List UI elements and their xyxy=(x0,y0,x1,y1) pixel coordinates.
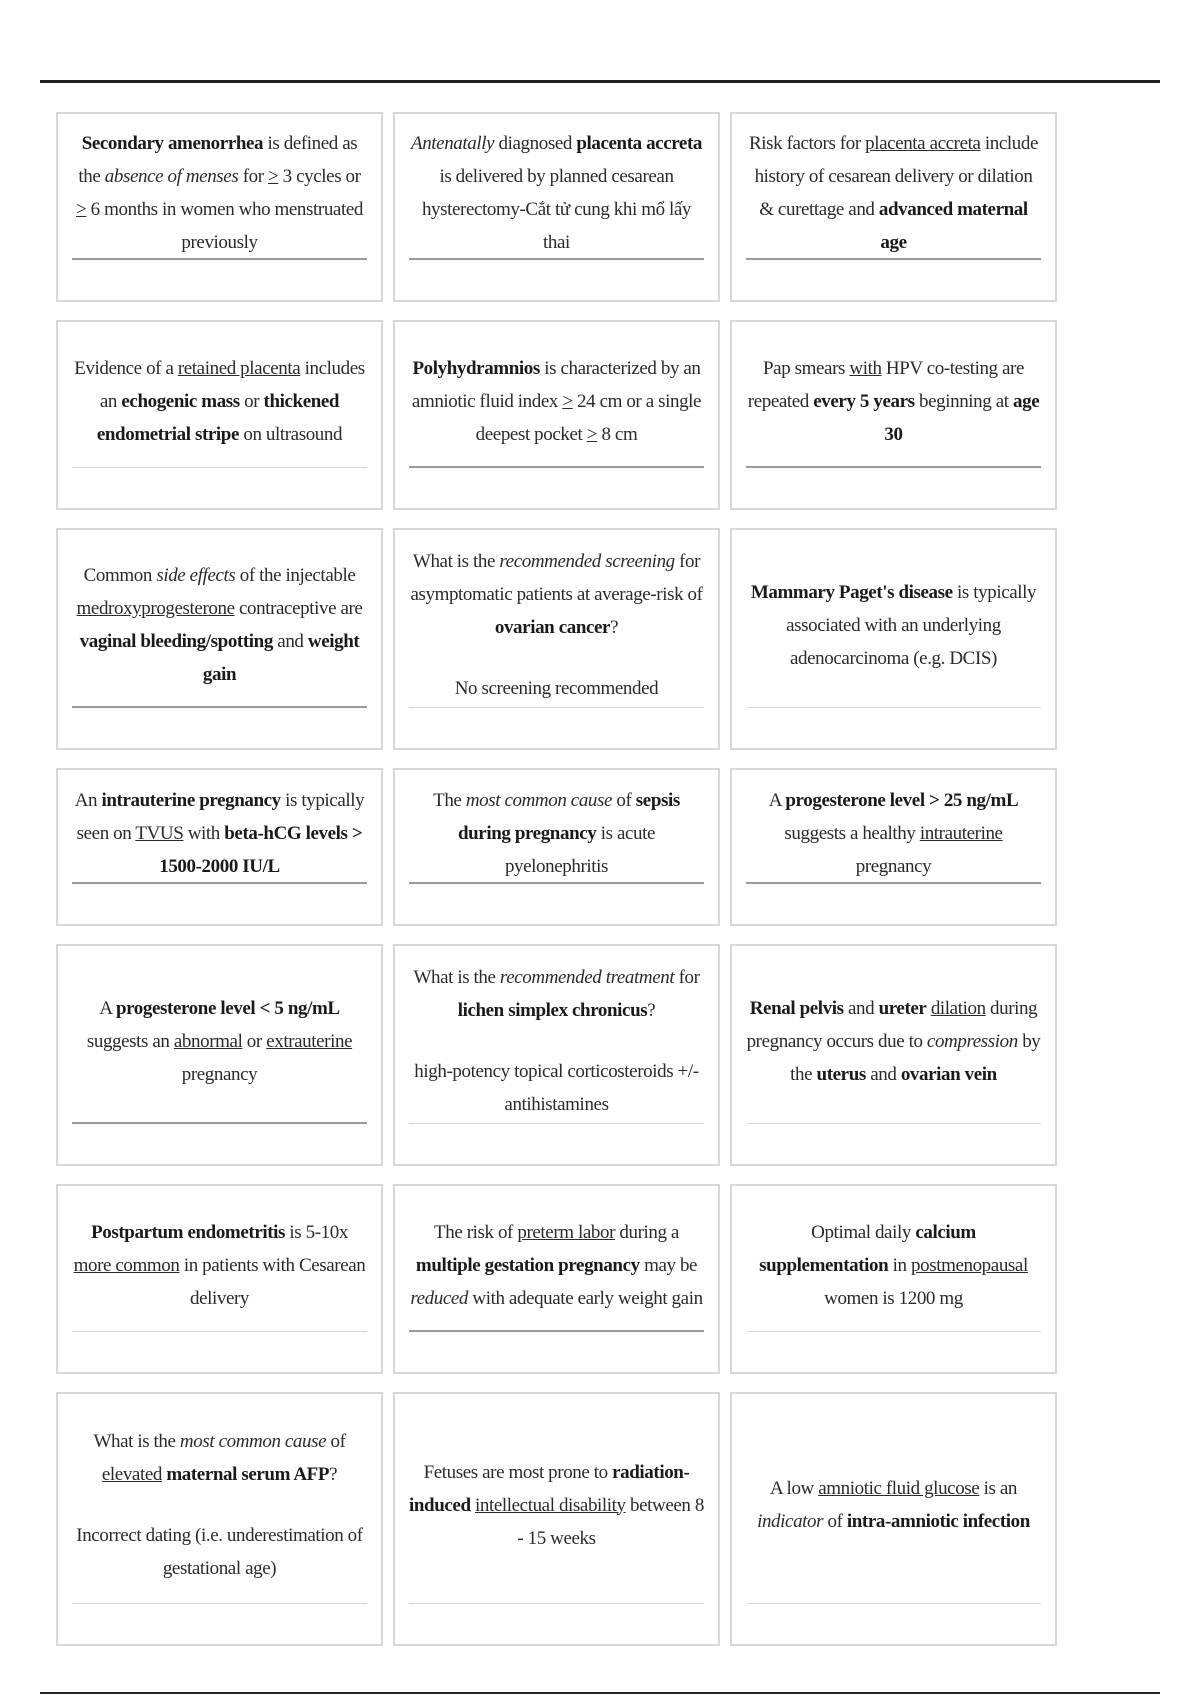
flashcard xyxy=(393,112,720,302)
flashcard-text: Antenatally diagnosed placenta accreta is delivered by planned cesarean hysterectomy-Cắt tử cung khi mổ lấy thai xyxy=(410,133,702,253)
card-divider xyxy=(409,1330,704,1332)
flashcard-text: A progesterone level > 25 ng/mL suggests a healthy intrauterine pregnancy xyxy=(768,789,1019,877)
card-divider xyxy=(72,1122,367,1124)
flashcard xyxy=(56,320,383,510)
flashcard xyxy=(56,528,383,750)
flashcard xyxy=(393,768,720,926)
flashcard xyxy=(56,1184,383,1374)
flashcard xyxy=(730,1392,1057,1646)
footer-rule xyxy=(40,1692,1160,1694)
flashcard-text: The most common cause of sepsis during pregnancy is acute pyelonephritis xyxy=(433,789,680,877)
card-row xyxy=(56,528,1082,750)
flashcard-text: Polyhydramnios is characterized by an amniotic fluid index > 24 cm or a single deepest pocket > 8 cm xyxy=(411,357,702,445)
flashcard xyxy=(730,320,1057,510)
flashcard-text: Mammary Paget's disease is typically associated with an underlying adenocarcinoma (e.g. DCIS) xyxy=(750,581,1037,669)
flashcard-text: Postpartum endometritis is 5-10x more common in patients with Cesarean delivery xyxy=(73,1221,366,1309)
card-row xyxy=(56,112,1082,302)
flashcard-text: The risk of preterm labor during a multiple gestation pregnancy may be reduced with adequate early weight gain xyxy=(410,1221,703,1309)
card-row xyxy=(56,944,1082,1166)
flashcard-text: Common side effects of the injectable medroxyprogesterone contraceptive are vaginal bleeding/spotting and weight gain xyxy=(76,565,363,685)
flashcard-text: What is the most common cause of elevated maternal serum AFP? xyxy=(93,1431,346,1485)
card-divider xyxy=(746,466,1041,468)
card-divider xyxy=(409,882,704,884)
flashcard-text: A low amniotic fluid glucose is an indicator of intra-amniotic infection xyxy=(757,1478,1030,1532)
flashcard xyxy=(393,528,720,750)
flashcard-text: A progesterone level < 5 ng/mL suggests an abnormal or extrauterine pregnancy xyxy=(86,997,353,1085)
card-divider xyxy=(746,1603,1041,1604)
card-divider xyxy=(409,707,704,708)
flashcard-text: Secondary amenorrhea is defined as the absence of menses for > 3 cycles or > 6 months in women who menstruated previously xyxy=(76,133,363,253)
flashcard-text: Risk factors for placenta accreta include history of cesarean delivery or dilation & curettage and advanced maternal age xyxy=(748,133,1039,253)
card-divider xyxy=(72,706,367,708)
card-divider xyxy=(746,1331,1041,1332)
flashcard xyxy=(56,768,383,926)
flashcard xyxy=(56,1392,383,1646)
flashcard xyxy=(730,528,1057,750)
flashcard xyxy=(393,320,720,510)
card-row xyxy=(56,1392,1082,1646)
flashcard-text: Pap smears with HPV co-testing are repeated every 5 years beginning at age 30 xyxy=(747,357,1040,445)
card-divider xyxy=(409,1123,704,1124)
card-row xyxy=(56,1184,1082,1374)
card-divider xyxy=(409,1603,704,1604)
flashcard xyxy=(393,1392,720,1646)
flashcard-text: Optimal daily calcium supplementation in postmenopausal women is 1200 mg xyxy=(759,1221,1028,1309)
card-divider xyxy=(72,258,367,260)
card-row xyxy=(56,320,1082,510)
flashcard-answer: Incorrect dating (i.e. underestimation of gestational age) xyxy=(76,1525,363,1579)
card-row xyxy=(56,768,1082,926)
flashcard-grid xyxy=(56,112,1082,1664)
flashcard-text: Renal pelvis and ureter dilation during pregnancy occurs due to compression by the uterus and ovarian vein xyxy=(746,997,1041,1085)
flashcard-text: Evidence of a retained placenta includes an echogenic mass or thickened endometrial stripe on ultrasound xyxy=(74,357,365,445)
flashcard-text: An intrauterine pregnancy is typically seen on TVUS with beta-hCG levels > 1500-2000 IU/L xyxy=(74,789,365,877)
flashcard xyxy=(730,112,1057,302)
flashcard-answer: high-potency topical corticosteroids +/- antihistamines xyxy=(414,1061,699,1115)
card-divider xyxy=(746,1123,1041,1124)
card-divider xyxy=(746,882,1041,884)
flashcard xyxy=(730,1184,1057,1374)
card-divider xyxy=(409,466,704,468)
header-rule xyxy=(40,80,1160,83)
flashcard xyxy=(730,944,1057,1166)
flashcard xyxy=(393,1184,720,1374)
card-divider xyxy=(72,1331,367,1332)
card-divider xyxy=(72,467,367,468)
flashcard xyxy=(56,944,383,1166)
flashcard xyxy=(730,768,1057,926)
flashcard xyxy=(393,944,720,1166)
card-divider xyxy=(746,258,1041,260)
flashcard xyxy=(56,112,383,302)
card-divider xyxy=(72,1603,367,1604)
card-divider xyxy=(72,882,367,884)
flashcard-text: What is the recommended treatment for lichen simplex chronicus? xyxy=(413,967,700,1021)
card-divider xyxy=(746,707,1041,708)
flashcard-text: Fetuses are most prone to radiation-induced intellectual disability between 8 - 15 weeks xyxy=(409,1461,704,1549)
flashcard-answer: No screening recommended xyxy=(454,678,659,699)
flashcard-text: What is the recommended screening for asymptomatic patients at average-risk of ovarian cancer? xyxy=(410,551,703,638)
card-divider xyxy=(409,258,704,260)
